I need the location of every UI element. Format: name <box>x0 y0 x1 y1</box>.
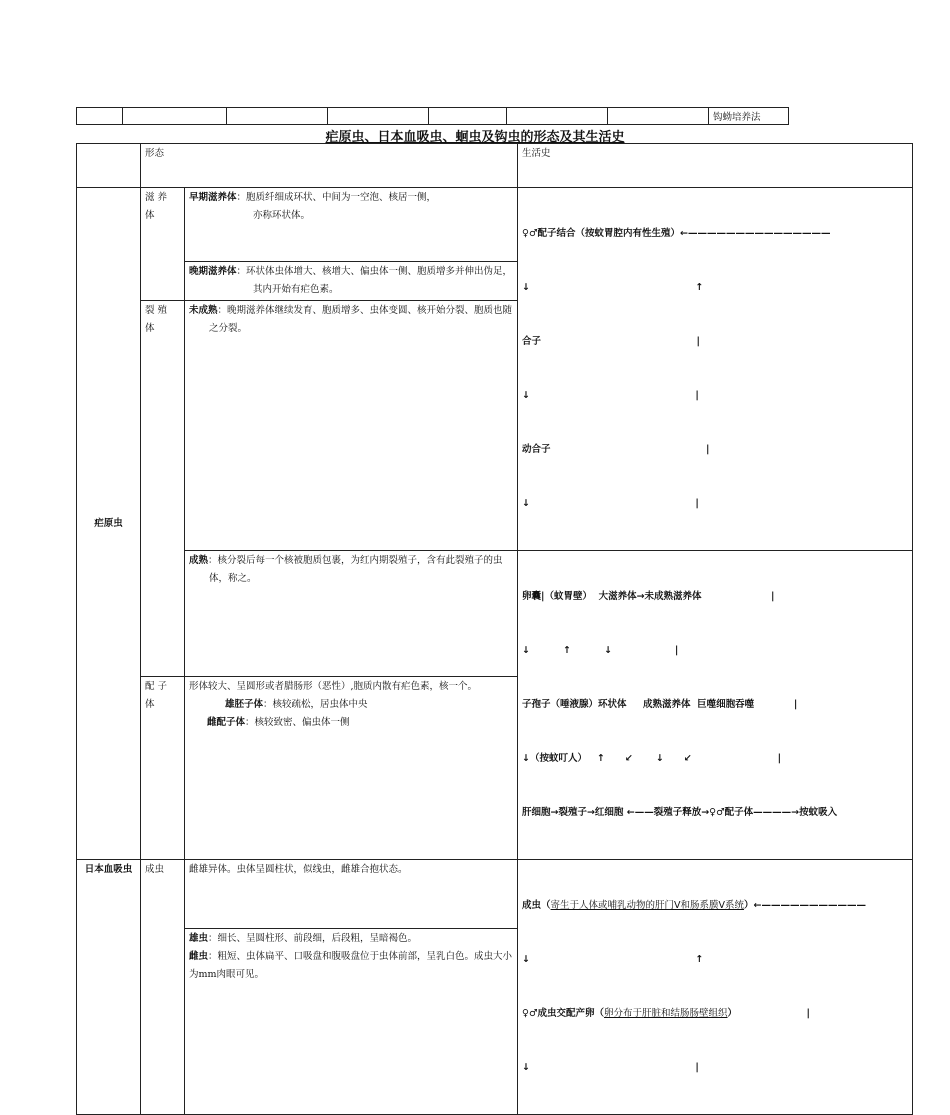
female-worm-text-2: 为mm肉眼可见。 <box>189 968 265 980</box>
schisto-life-c2: 卵分布于肝脏和结肠肠壁组织 <box>604 1008 728 1019</box>
header-empty <box>77 144 141 188</box>
schisto-life-c3: ） | <box>727 1008 810 1019</box>
schisto-life-a1: 成虫（ <box>522 900 551 911</box>
life-line: ↓ | <box>522 390 699 401</box>
immature-text: ：晚期滋养体继续发育、胞质增多、虫体变圆、核开始分裂、胞质也随 <box>217 305 513 316</box>
schisto-life-a3: ）←——————————— <box>744 900 866 911</box>
early-troph-label: 早期滋养体 <box>189 192 237 203</box>
life-line: 肝细胞→裂殖子→红细胞 ←——裂殖子释放→♀♂配子体————→按蚊吸入 <box>522 807 838 818</box>
top-table <box>76 107 889 125</box>
malaria-life-1 <box>518 188 913 551</box>
schisto-stage: 成虫 <box>141 860 185 1115</box>
top-cell <box>507 108 608 125</box>
mature-text-2: 体，称之。 <box>209 573 257 584</box>
late-troph-text-2: 其内开始有疟色素。 <box>253 284 339 295</box>
malaria-name: 疟原虫 <box>77 188 141 860</box>
gameto-text: 形体较大、呈圆形或者腊肠形（恶性）,胞质内散有疟色素，核一个。 <box>189 680 478 692</box>
top-cell <box>123 108 227 125</box>
gametocyte <box>185 676 518 859</box>
life-line: ↓ ↑ <box>522 282 704 293</box>
top-cell <box>789 108 889 125</box>
life-line: 卵囊|（蚊胃壁） 大滋养体→未成熟滋养体 | <box>522 591 775 602</box>
schizont-label <box>141 301 185 677</box>
schisto-desc: 雌雄异体。虫体呈圆柱状，似线虫，雌雄合抱状态。 <box>185 860 518 929</box>
immature-text-2: 之分裂。 <box>209 323 248 334</box>
female-gameto-text: ：核较致密、偏虫体一侧 <box>245 716 350 728</box>
mature-label: 成熟 <box>189 555 209 566</box>
gameto-label <box>141 676 185 859</box>
immature-schizont <box>185 301 518 551</box>
schizont-label-a: 裂 殖 <box>145 305 168 316</box>
top-cell <box>429 108 507 125</box>
male-gameto-label: 雄胚子体 <box>225 698 264 710</box>
main-table <box>76 143 913 1115</box>
top-cell-method: 钩蚴培养法 <box>709 108 789 125</box>
life-line: ♀♂配子结合（按蚊胃腔内有性生殖）←——————————————— <box>522 228 831 239</box>
mature-schizont <box>185 551 518 677</box>
life-line: 动合子 | <box>522 444 710 455</box>
life-line: 合子 | <box>522 336 700 347</box>
schisto-life <box>518 860 913 1115</box>
top-cell <box>77 108 123 125</box>
female-gameto-label: 雌配子体 <box>207 716 246 728</box>
troph-label <box>141 188 185 301</box>
immature-label: 未成熟 <box>189 305 218 316</box>
male-worm-text: ：细长、呈圆柱形、前段细，后段粗，呈暗褐色。 <box>208 932 418 944</box>
schisto-life-d: ↓ | <box>522 1062 699 1073</box>
male-worm-label: 雄虫 <box>189 932 209 944</box>
top-cell <box>608 108 709 125</box>
page-title: 疟原虫、日本血吸虫、蛔虫及钩虫的形态及其生活史 <box>325 130 625 145</box>
early-troph <box>185 188 518 262</box>
schisto-life-b: ↓ ↑ <box>522 954 704 965</box>
header-morph: 形态 <box>141 144 518 188</box>
malaria-life-2 <box>518 551 913 860</box>
female-worm-label: 雌虫 <box>189 950 209 962</box>
schisto-name: 日本血吸虫 <box>77 860 141 1115</box>
late-troph-label: 晚期滋养体 <box>189 266 237 277</box>
header-life: 生活史 <box>518 144 913 188</box>
early-troph-text-2: 亦称环状体。 <box>253 210 311 221</box>
gameto-label-a: 配 子 <box>145 680 168 692</box>
troph-label-a: 滋 养 <box>145 192 168 203</box>
late-troph <box>185 262 518 301</box>
life-line: ↓ ↑ ↓ | <box>522 645 679 656</box>
male-gameto-text: ：核较疏松，居虫体中央 <box>263 698 368 710</box>
life-line: ↓ | <box>522 498 699 509</box>
gameto-label-b: 体 <box>145 698 155 710</box>
mature-text: ：核分裂后每一个核被胞质包裹，为红内期裂殖子，含有此裂殖子的虫 <box>208 555 503 566</box>
schizont-label-b: 体 <box>145 323 155 334</box>
schisto-sex <box>185 928 518 1114</box>
life-line: 子孢子（唾液腺）环状体 成熟滋养体 巨噬细胞吞噬 | <box>522 699 798 710</box>
late-troph-text: ：环状体虫体增大、核增大、偏虫体一侧、胞质增多并伸出伪足， <box>236 266 513 277</box>
schisto-life-c1: ♀♂成虫交配产卵（ <box>522 1008 604 1019</box>
troph-label-b: 体 <box>145 210 155 221</box>
life-line: ↓（按蚊叮人） ↑ ↙ ↓ ↙ | <box>522 753 782 764</box>
top-cell <box>328 108 429 125</box>
early-troph-text: ：胞质纤细成环状、中间为一空泡、核居一侧， <box>236 192 437 203</box>
top-cell <box>227 108 328 125</box>
schisto-life-a2: 寄生于人体或哺乳动物的肝门Ⅴ和肠系膜Ⅴ系统 <box>550 900 745 911</box>
female-worm-text: ：粗短、虫体扁平、口吸盘和腹吸盘位于虫体前部，呈乳白色。成虫大小 <box>208 950 513 962</box>
